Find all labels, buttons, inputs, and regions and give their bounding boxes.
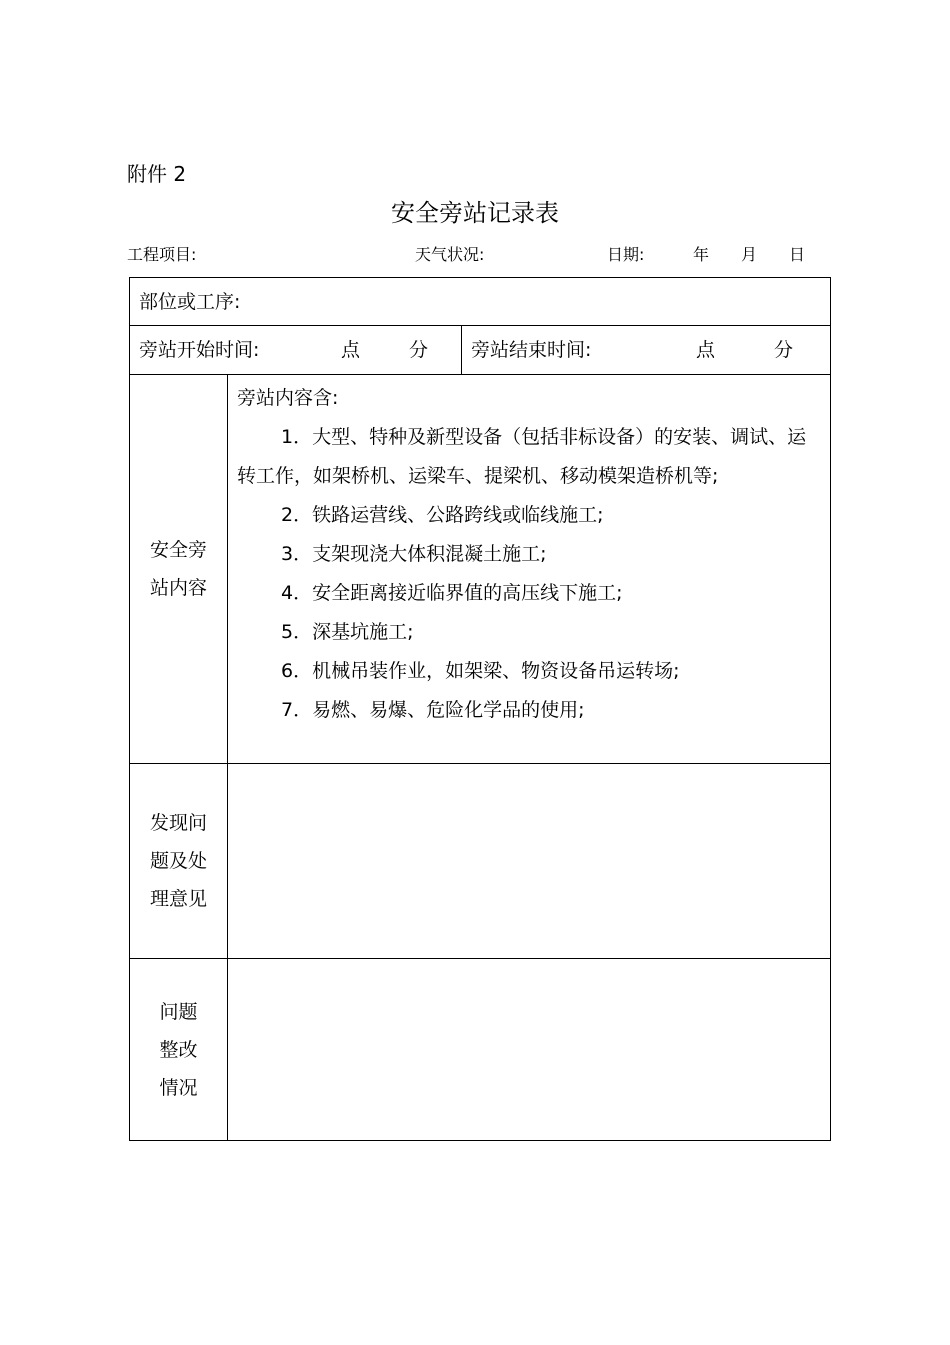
rectification-label-line-3: 情况 (159, 1076, 198, 1099)
content-item-2: 2．铁路运营线、公路跨线或临线施工; (281, 504, 604, 526)
rectification-entry-cell[interactable] (228, 959, 831, 1141)
start-time-label: 旁站开始时间: (139, 339, 260, 361)
content-cell (228, 375, 831, 764)
date-month-label: 月 (741, 245, 758, 264)
position-label: 部位或工序: (139, 290, 241, 313)
end-hour-unit: 点 (696, 339, 716, 361)
end-time-label: 旁站结束时间: (471, 339, 592, 361)
attachment-label: 附件 2 (127, 162, 187, 186)
content-side-label-line-2: 站内容 (149, 577, 207, 599)
supervision-record-table (129, 277, 831, 1141)
content-side-label-line-1: 安全旁 (149, 539, 207, 561)
issues-entry-cell[interactable] (228, 764, 831, 959)
end-minute-unit: 分 (774, 339, 794, 361)
content-intro: 旁站内容含: (237, 387, 339, 409)
content-row (130, 375, 831, 764)
issues-label-line-3: 理意见 (149, 888, 207, 910)
content-item-5: 5．深基坑施工; (281, 621, 414, 643)
issues-label-line-2: 题及处 (149, 850, 207, 872)
position-row (130, 278, 831, 326)
content-item-1: 1．大型、特种及新型设备（包括非标设备）的安装、调试、运转工作，如架桥机、运梁车、提梁机、移动模架造桥机等; (237, 426, 807, 487)
rectification-row (130, 959, 831, 1141)
position-cell[interactable] (130, 278, 831, 326)
form-title: 安全旁站记录表 (391, 199, 559, 227)
time-row (130, 326, 831, 375)
start-hour-unit: 点 (341, 339, 361, 361)
content-item-6: 6．机械吊装作业，如架梁、物资设备吊运转场; (281, 660, 680, 682)
content-side-label (130, 375, 228, 764)
content-item-7: 7．易燃、易爆、危险化学品的使用; (281, 699, 585, 721)
end-time-cell[interactable] (462, 326, 831, 375)
issues-side-label (130, 764, 228, 959)
content-item-4: 4．安全距离接近临界值的高压线下施工; (281, 582, 623, 604)
start-time-cell[interactable] (130, 326, 462, 375)
date-year-label: 年 (693, 245, 710, 264)
weather-label: 天气状况: (415, 245, 485, 264)
content-item-3: 3．支架现浇大体积混凝土施工; (281, 543, 547, 565)
project-label: 工程项目: (127, 245, 197, 264)
rectification-label-line-2: 整改 (159, 1038, 198, 1061)
issues-label-line-1: 发现问 (149, 812, 207, 834)
date-label: 日期: (607, 245, 645, 264)
date-day-label: 日 (789, 245, 806, 264)
issues-row (130, 764, 831, 959)
rectification-label-line-1: 问题 (159, 1000, 198, 1023)
start-minute-unit: 分 (409, 339, 429, 361)
rectification-side-label (130, 959, 228, 1141)
